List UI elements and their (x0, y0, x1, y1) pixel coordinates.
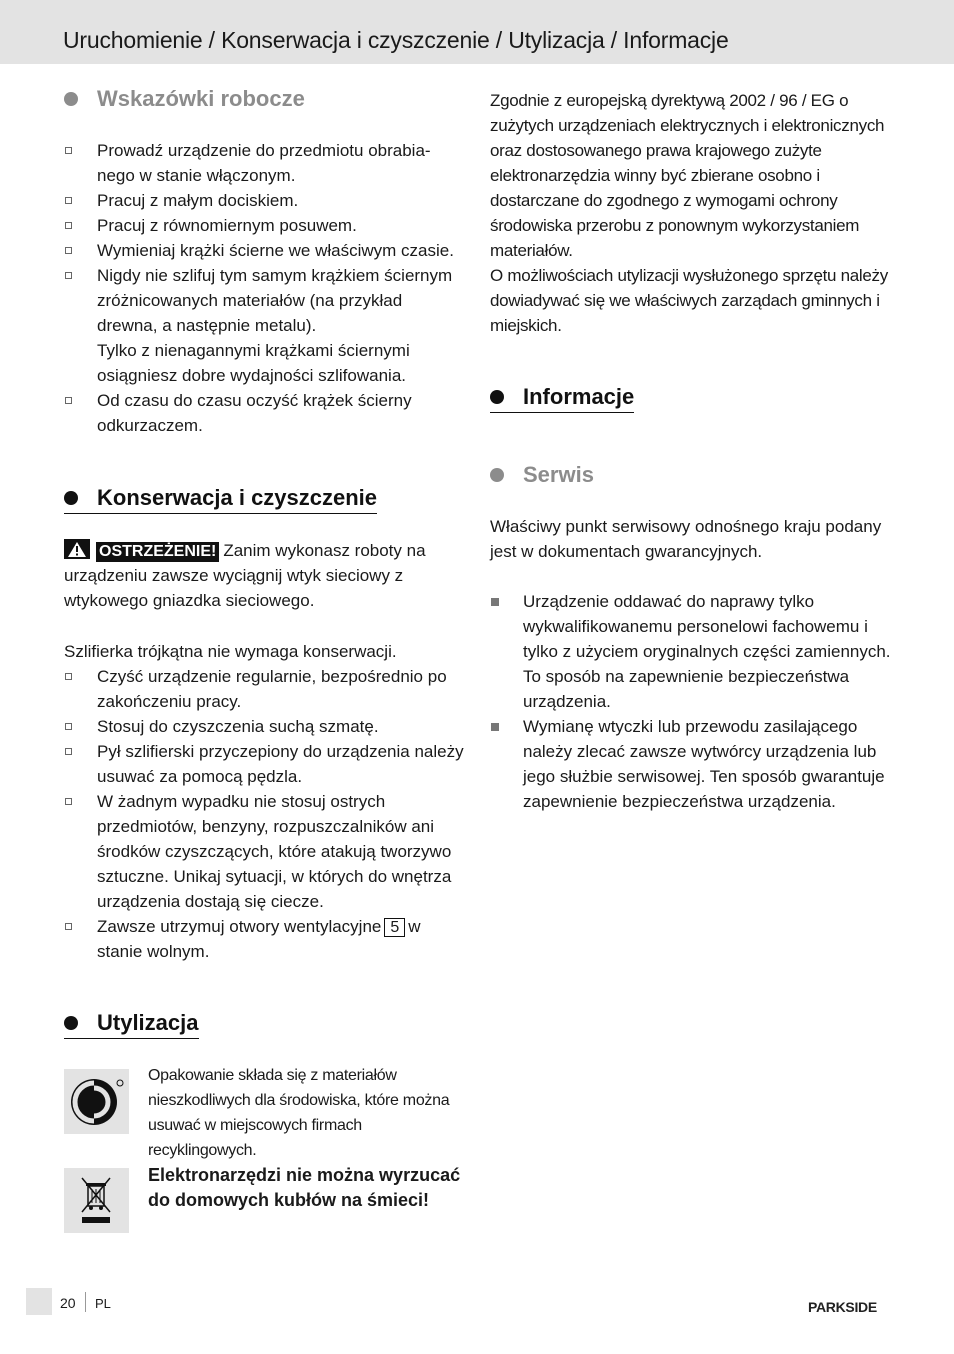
bullet-dot-icon (64, 92, 78, 106)
bullet-dot-icon (64, 1016, 78, 1030)
crossed-bin-icon (64, 1168, 129, 1233)
list-item: Zawsze utrzymuj otwory wentylacyjne 5 w stanie wolnym. (64, 914, 464, 964)
electronics-warning: Elektronarzędzi nie można wyrzucać do domowych kubłów na śmieci! (148, 1165, 461, 1210)
weee-logo (64, 1168, 129, 1233)
section-disposal (64, 1010, 199, 1039)
warning-badge: OSTRZEŻENIE! (96, 542, 219, 562)
checkbox-bullet-icon (65, 147, 72, 154)
checkbox-bullet-icon (65, 798, 72, 805)
list-item: Pył szlifierski przyczepiony do urządzenia należy usuwać za pomocą pędzla. (64, 739, 464, 789)
list-item: Pracuj z małym dociskiem. (64, 188, 464, 213)
footer-page-marker (26, 1288, 52, 1315)
packaging-text: Opakowanie składa się z materiałów nieszkodliwych dla środowiska, które można usuwać w miejscowych firmach recyklingowych. (148, 1067, 450, 1159)
disposal-info-paragraph: O możliwościach utylizacji wysłużonego sprzętu należy dowiadywać się we właściwych zarządach gminnych i miejskich. (490, 266, 888, 335)
warning-paragraph: OSTRZEŻENIE! Zanim wykonasz roboty na urządzeniu zawsze wyciągnij wtyk sieciowy z wtykowego gniazdka sieciowego. (64, 541, 426, 610)
section-title: Utylizacja (97, 1010, 199, 1035)
list-item: Urządzenie oddawać do naprawy tylko wykwalifikowanemu personelowi fachowemu i tylko z użyciem oryginalnych części zamiennych. To sposób na zapewnienie bezpieczeństwa urządzenia. (490, 589, 892, 714)
section-title: Konserwacja i czyszczenie (97, 485, 378, 510)
checkbox-bullet-icon (65, 748, 72, 755)
bullet-dot-icon (490, 390, 504, 404)
checkbox-bullet-icon (65, 247, 72, 254)
checkbox-bullet-icon (65, 723, 72, 730)
list-item: Pracuj z równomiernym posuwem. (64, 213, 464, 238)
recycling-logo (64, 1069, 129, 1134)
maintenance-intro: Szlifierka trójkątna nie wymaga konserwacji. (64, 642, 397, 661)
section-information (490, 384, 634, 413)
green-dot-icon (64, 1069, 129, 1134)
list-item: W żadnym wypadku nie stosuj ostrych przedmiotów, benzyny, rozpuszczalników ani środków czyszczących, które atakują tworzywo sztuczne. Unikaj sytuacji, w których do wnętrza urządzenia dostają się ciecze. (64, 789, 464, 914)
directive-paragraph: Zgodnie z europejską dyrektywą 2002 / 96 / EG o zużytych urządzeniach elektrycznych i elektronicznych oraz dostosowanego prawa krajowego zużyte elektronarzędzia winny być zbierane osobno i dostarczane do zgodnego z wymogami ochrony środowiska przerobu z ponownym wykorzystaniem materiałów. (490, 91, 885, 260)
checkbox-bullet-icon (65, 222, 72, 229)
service-paragraph: Właściwy punkt serwisowy odnośnego kraju podany jest w dokumentach gwarancyjnych. (490, 517, 882, 561)
section-title: Serwis (523, 462, 594, 487)
section-title: Wskazówki robocze (97, 86, 305, 111)
page-title: Uruchomienie / Konserwacja i czyszczenie / Utylizacja / Informacje (63, 27, 729, 53)
brand-logo: PARKSIDE (808, 1299, 877, 1315)
checkbox-bullet-icon (65, 197, 72, 204)
bullet-dot-icon (490, 468, 504, 482)
list-item: Od czasu do czasu oczyść krążek ścierny odkurzaczem. (64, 388, 464, 438)
list-item: Prowadź urządzenie do przedmiotu obrabia-nego w stanie włączonym. (64, 138, 464, 188)
language-code: PL (95, 1296, 111, 1311)
checkbox-bullet-icon (65, 397, 72, 404)
page-number: 20 (60, 1295, 76, 1311)
list-item: Czyść urządzenie regularnie, bezpośrednio po zakończeniu pracy. (64, 664, 464, 714)
warning-triangle-icon (64, 539, 90, 559)
work-tips-list (64, 138, 464, 438)
list-item: Nigdy nie szlifuj tym samym krążkiem ściernym zróżnicowanych materiałów (na przykład drewna, a następnie metalu). Tylko z nienagannymi krążkami ściernymi osiągniesz dobre wydajności szlifowania. (64, 263, 464, 388)
square-bullet-icon (491, 598, 499, 606)
list-item: Wymieniaj krążki ścierne we właściwym czasie. (64, 238, 464, 263)
service-list (490, 589, 892, 814)
checkbox-bullet-icon (65, 673, 72, 680)
bullet-dot-icon (64, 491, 78, 505)
reference-number-box: 5 (384, 918, 405, 937)
checkbox-bullet-icon (65, 923, 72, 930)
list-item: Stosuj do czyszczenia suchą szmatę. (64, 714, 464, 739)
page-header (0, 0, 954, 64)
section-maintenance (64, 485, 377, 514)
checkbox-bullet-icon (65, 272, 72, 279)
maintenance-list (64, 664, 464, 964)
list-item: Wymianę wtyczki lub przewodu zasilającego należy zlecać zawsze wytwórcy urządzenia lub jego służbie serwisowej. Ten sposób gwarantuje zapewnienie bezpieczeństwa urządzenia. (490, 714, 892, 814)
square-bullet-icon (491, 723, 499, 731)
section-service (490, 462, 594, 488)
section-work-tips (64, 86, 305, 112)
section-title: Informacje (523, 384, 635, 409)
footer-divider (85, 1292, 86, 1312)
